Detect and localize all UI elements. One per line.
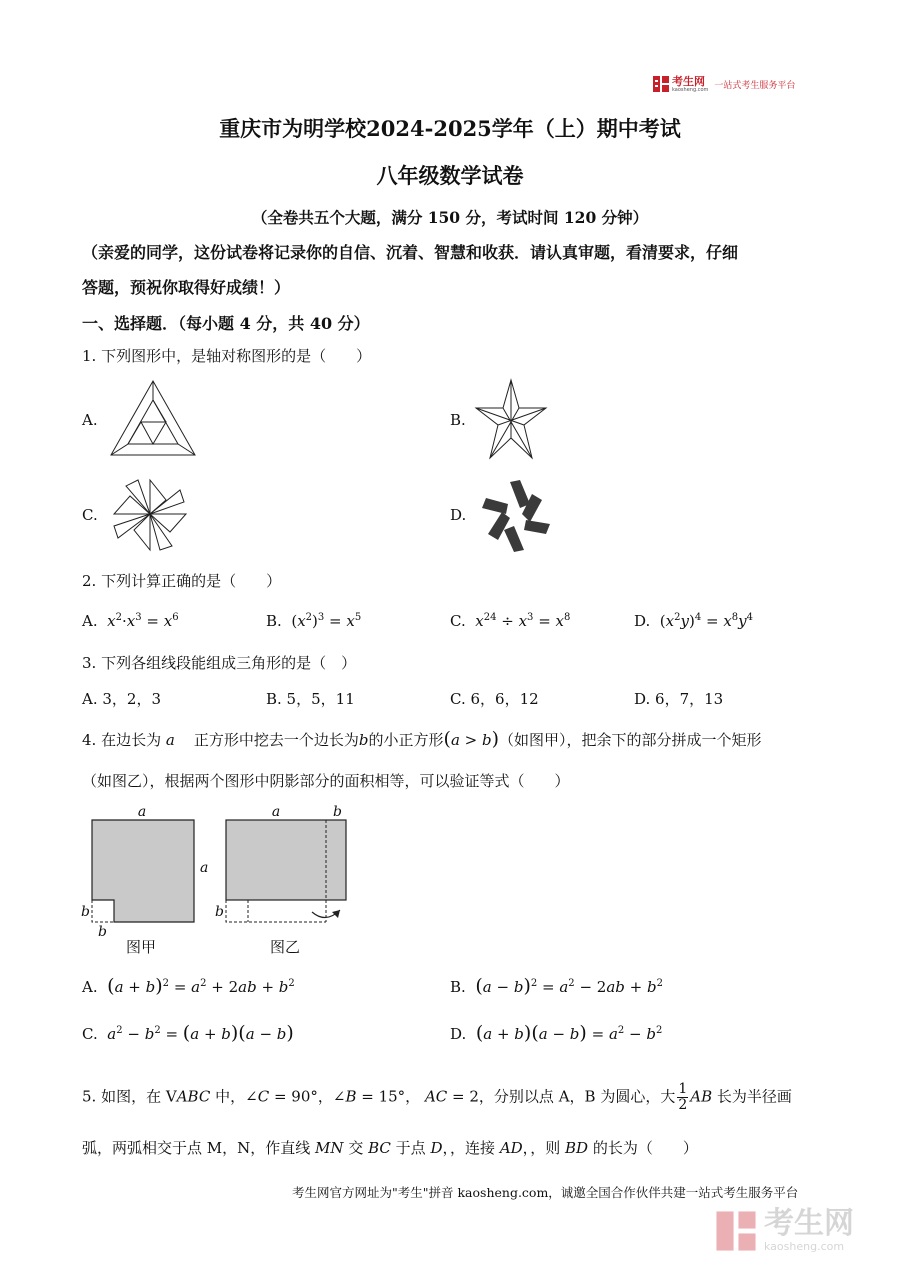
- svg-text:b: b: [81, 904, 90, 920]
- q2-option-d: D. $(x^2y)^4 = x^8y^4$: [634, 612, 754, 630]
- q3-option-c: C. 6，6，12: [450, 690, 539, 708]
- q2-option-c-label: C.: [450, 612, 466, 630]
- q5-line-2f: 的长为（ ）: [592, 1139, 698, 1157]
- svg-text:a: a: [137, 804, 147, 820]
- q5-line-1: 5. 如图，在 VABC 中，∠C = 90°，∠B = 15°， AC = 2，分别以点 A，B 为圆心，大 $\frac{1}{2}$ AB 长为半径画: [82, 1081, 792, 1113]
- q1-figure-b: [474, 378, 548, 460]
- q4-option-d-label: D.: [450, 1025, 467, 1043]
- q2-option-c: C. $x^{24} \div x^3 = x^8$: [450, 612, 571, 630]
- q1-stem: 1. 下列图形中，是轴对称图形的是（ ）: [82, 347, 372, 365]
- q5-line-1a: 5. 如图，在: [82, 1087, 162, 1106]
- brand-logo: [652, 73, 795, 95]
- watermark: [714, 1208, 854, 1253]
- q3-option-a: A. 3，2，3: [82, 690, 161, 708]
- q4-line-1a: 4. 在边长为: [82, 731, 162, 749]
- q2-option-d-label: D.: [634, 612, 651, 630]
- q1-figure-d: [480, 478, 552, 554]
- q5-line-1c: ，分别以点 A，B 为圆心，大: [478, 1087, 676, 1106]
- q4-option-b: B. $(a - b)^2 = a^2 - 2ab + b^2$: [450, 975, 663, 997]
- q4-figure-jia: [81, 804, 208, 940]
- q3-option-d: D. 6，7，13: [634, 690, 724, 708]
- q2-option-b: B. $(x^2)^3 = x^5$: [266, 612, 362, 630]
- q4-option-a: A. $(a + b)^2 = a^2 + 2ab + b^2$: [82, 975, 295, 997]
- q5-line-2a: 弧，两弧相交于点 M，N，作直线: [82, 1139, 311, 1157]
- q2-stem: 2. 下列计算正确的是（ ）: [82, 572, 282, 590]
- brand-logo-icon: [652, 75, 670, 93]
- q4-option-a-label: A.: [82, 978, 98, 996]
- greeting-line-2: 答题，预祝你取得好成绩！）: [82, 278, 291, 297]
- watermark-logo-icon: [714, 1209, 758, 1253]
- q4-fig1-caption: 图甲: [126, 938, 157, 956]
- svg-text:a: a: [271, 804, 281, 820]
- q5-line-2c: 于点: [395, 1139, 426, 1157]
- q2-option-b-label: B.: [266, 612, 282, 630]
- q1-option-c-label: C.: [82, 506, 98, 524]
- exam-info: （全卷共五个大题，满分 150 分，考试时间 120 分钟）: [251, 208, 649, 227]
- svg-text:b: b: [333, 804, 342, 820]
- q3-option-b: B. 5，5，11: [266, 690, 355, 708]
- q4-line-1c: 的小正方形: [368, 731, 444, 749]
- brand-domain: kaosheng.com: [672, 86, 709, 93]
- section-title: 一、选择题．（每小题 4 分，共 40 分）: [82, 314, 370, 333]
- q4-option-d: D. $(a + b)(a - b) = a^2 - b^2$: [450, 1022, 663, 1044]
- q1-option-a-label: A.: [82, 411, 98, 429]
- q4-figure-yi: [215, 804, 346, 922]
- q2-option-a-label: A.: [82, 612, 98, 630]
- svg-text:b: b: [98, 924, 107, 940]
- q2-option-a: A. $x^2\cdot x^3 = x^6$: [82, 612, 179, 630]
- q4-option-c-label: C.: [82, 1025, 98, 1043]
- q5-line-2d: ，连接: [450, 1139, 496, 1157]
- q5-line-1b: 中，: [215, 1087, 246, 1106]
- greeting-line-1: （亲爱的同学，这份试卷将记录你的自信、沉着、智慧和收获．请认真审题，看清要求，仔细: [82, 243, 739, 262]
- page-footer: 考生网官方网址为"考生"拼音 kaosheng.com，诚邀全国合作伙伴共建一站式考生服务平台: [292, 1185, 799, 1200]
- q5-line-2e: ，则: [530, 1139, 561, 1157]
- svg-text:a: a: [200, 860, 209, 876]
- q1-figure-c: [110, 476, 190, 552]
- exam-subtitle: 八年级数学试卷: [376, 163, 524, 188]
- q4-option-c: C. $a^2 - b^2 = (a + b)(a - b)$: [82, 1022, 294, 1044]
- brand-slogan: 一站式考生服务平台: [714, 80, 796, 91]
- brand-name: 考生网: [672, 74, 705, 88]
- q4-line-1b: 正方形中挖去一个边长为: [193, 731, 359, 749]
- watermark-text: 考生网: [764, 1206, 854, 1241]
- q1-option-b-label: B.: [450, 411, 466, 429]
- q5-line-2: 弧，两弧相交于点 M，N，作直线 MN 交 BC 于点 D，，连接 AD，，则 BD 的长为（ ）: [82, 1139, 698, 1157]
- q3-stem: 3. 下列各组线段能组成三角形的是（ ）: [82, 654, 357, 672]
- q5-line-2b: 交: [348, 1139, 364, 1157]
- q4-fig2-caption: 图乙: [270, 938, 301, 956]
- q4-figures: [78, 800, 368, 960]
- svg-text:b: b: [215, 904, 224, 920]
- exam-title: 重庆市为明学校2024-2025学年（上）期中考试: [219, 116, 681, 141]
- q4-line-1: 4. 在边长为 a 正方形中挖去一个边长为b的小正方形(a > b)（如图甲），把余下的部分拼成一个矩形: [82, 728, 762, 750]
- q4-line-2: （如图乙），根据两个图形中阴影部分的面积相等，可以验证等式（ ）: [82, 772, 570, 790]
- q4-option-b-label: B.: [450, 978, 466, 996]
- q1-figure-a: [108, 378, 198, 458]
- q4-line-1d: （如图甲），把余下的部分拼成一个矩形: [499, 731, 762, 749]
- q1-option-d-label: D.: [450, 506, 467, 524]
- q5-line-1d: 长为半径画: [716, 1087, 792, 1106]
- watermark-domain: kaosheng.com: [764, 1240, 845, 1253]
